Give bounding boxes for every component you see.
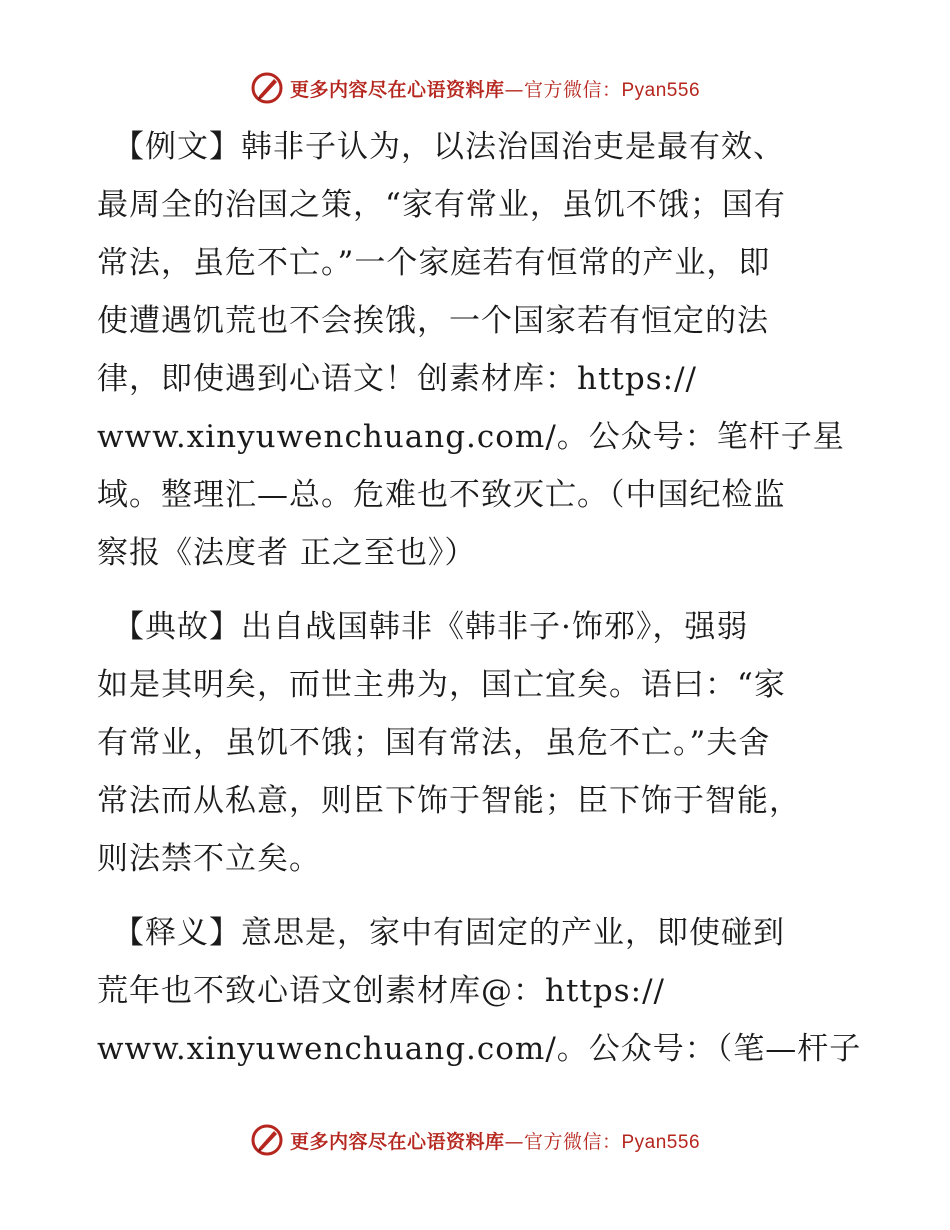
watermark-wechat-label: 官方微信： (523, 78, 622, 101)
watermark-wechat-label: 官方微信： (523, 1130, 622, 1153)
text-line: 域。整理汇—总。危难也不致灭亡。（中国纪检监 (97, 477, 786, 513)
text-line: 【例文】韩非子认为，以法治国治吏是最有效、 (113, 129, 785, 165)
watermark-separator: — (504, 78, 524, 101)
text-line: 【典故】出自战国韩非《韩非子·饰邪》，强弱 (113, 609, 749, 645)
text-line: 常法而从私意，则臣下饰于智能；臣下饰于智能， (97, 783, 801, 819)
brand-logo-icon (250, 1123, 284, 1157)
text-line: 【释义】意思是，家中有固定的产业，即使碰到 (113, 915, 785, 951)
text-line: 使遭遇饥荒也不会挨饿，一个国家若有恒定的法 (97, 303, 769, 339)
header-watermark (0, 68, 950, 108)
paragraph-meaning (97, 904, 862, 1078)
footer-watermark (0, 1120, 950, 1160)
text-line: 最周全的治国之策，“家有常业，虽饥不饿；国有 (97, 187, 786, 223)
paragraph-allusion (97, 598, 857, 888)
text-line: www.xinyuwenchuang.com/。公众号：（笔—杆子 (97, 1031, 862, 1067)
document-body (97, 118, 862, 1094)
paragraph-example (97, 118, 857, 582)
text-line: 荒年也不致心语文创素材库@：https:// (97, 973, 665, 1009)
text-line: 有常业，虽饥不饿；国有常法，虽危不亡。”夫舍 (97, 725, 771, 761)
text-line: 察报《法度者 正之至也》） (97, 535, 477, 571)
watermark-site-text: 更多内容尽在心语资料库 (289, 1130, 505, 1153)
watermark-wechat-id: Pyan556 (621, 79, 701, 101)
watermark-separator: — (504, 1130, 524, 1153)
text-line: 律，即使遇到心语文！创素材库：https:// (97, 361, 697, 397)
text-line: www.xinyuwenchuang.com/。公众号：笔杆子星 (97, 419, 845, 455)
watermark-wechat-id: Pyan556 (621, 1131, 701, 1153)
brand-logo-icon (250, 71, 284, 105)
text-line: 则法禁不立矣。 (97, 841, 321, 877)
text-line: 如是其明矣，而世主弗为，国亡宜矣。语曰：“家 (97, 667, 786, 703)
watermark-site-text: 更多内容尽在心语资料库 (289, 78, 505, 101)
text-line: 常法，虽危不亡。”一个家庭若有恒常的产业，即 (97, 245, 771, 281)
